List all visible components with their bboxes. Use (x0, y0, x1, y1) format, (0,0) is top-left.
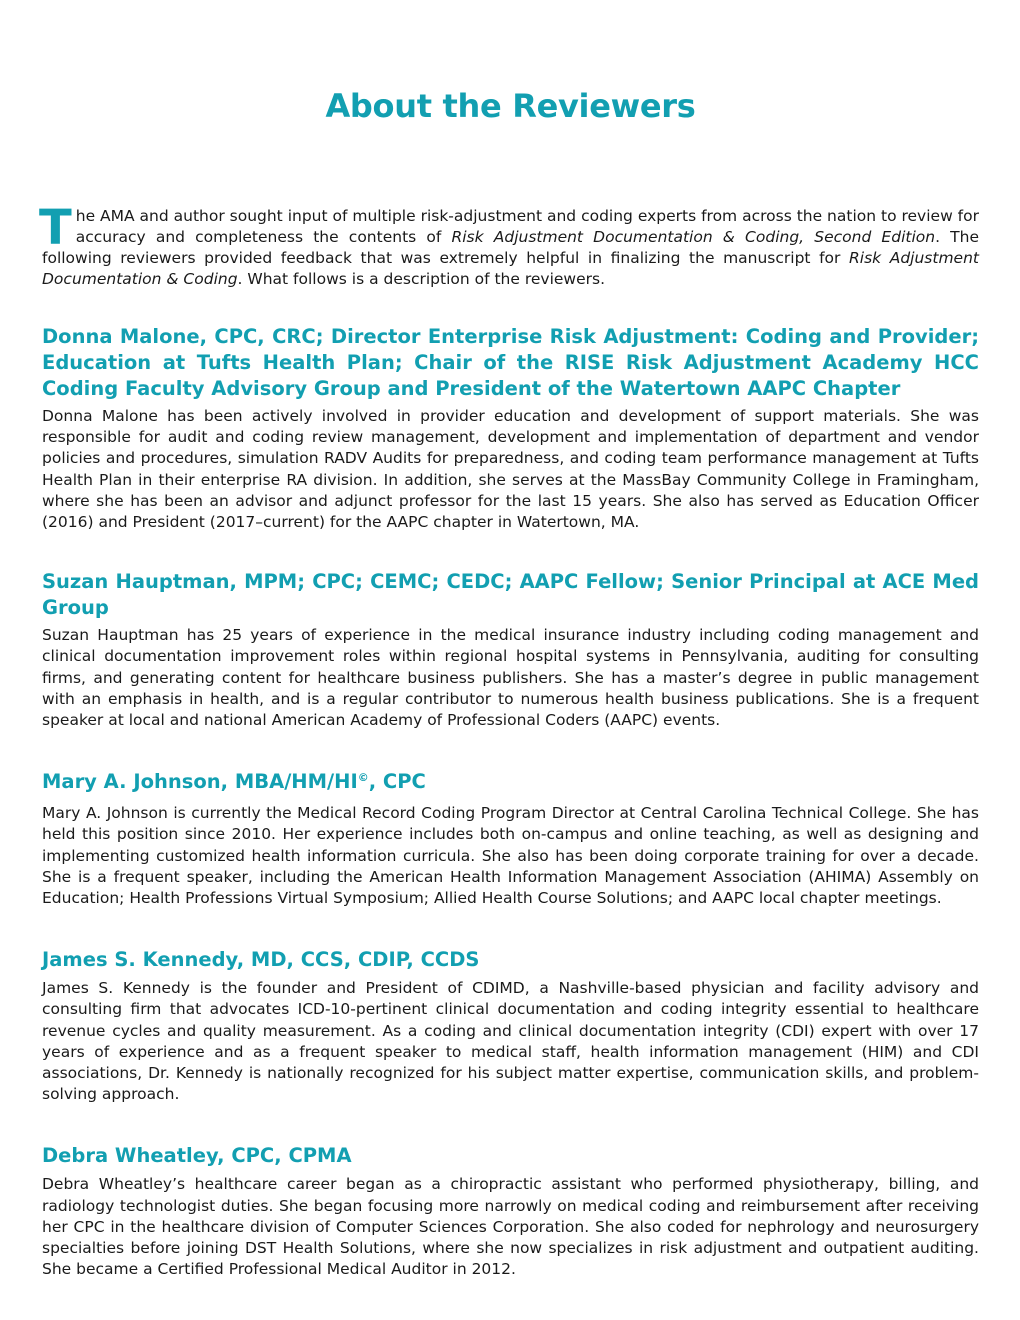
reviewer-suzan-hauptman (42, 569, 979, 731)
reviewer-mary-johnson (42, 769, 979, 909)
reviewer-debra-wheatley (42, 1143, 979, 1280)
intro-text-1: he AMA and author sought input of multiple risk-adjustment and coding experts from across the nation to review for accuracy and completeness the contents of (75, 207, 979, 246)
reviewer-heading: James S. Kennedy, MD, CCS, CDIP, CCDS (42, 948, 480, 972)
drop-cap: T (39, 200, 72, 256)
intro-book-title-2: Risk Adjustment Documentation & Coding (42, 249, 979, 288)
copyright-mark: © (357, 771, 369, 785)
reviewer-donna-malone (42, 324, 979, 533)
reviewer-james-kennedy (42, 947, 979, 1105)
reviewer-heading: Debra Wheatley, CPC, CPMA (42, 1144, 352, 1168)
reviewer-bio: Suzan Hauptman has 25 years of experience in the medical insurance industry including coding management and clinical documentation improvement roles within regional hospital systems in Pennsylvania, auditing for consulting firms, and generating content for healthcare business publishers. She has a master’s degree in public management with an emphasis in health, and is a regular contributor to numerous health business publications. She is a frequent speaker at local and national American Academy of Professional Coders (AAPC) events. (42, 626, 979, 730)
reviewer-bio: Donna Malone has been actively involved in provider education and development of support materials. She was responsible for audit and coding review management, development and implementation of department and vendor policies and procedures, simulation RADV Audits for preparedness, and coding team performance management at Tufts Health Plan in their enterprise RA division. In addition, she serves at the MassBay Community College in Framingham, where she has been an advisor and adjunct professor for the last 15 years. She also has served as Education Officer (2016) and President (2017–current) for the AAPC chapter in Watertown, MA. (42, 407, 979, 532)
intro-book-title-1: Risk Adjustment Documentation & Coding, Second Edition (451, 228, 936, 246)
reviewer-heading: Suzan Hauptman, MPM; CPC; CEMC; CEDC; AAPC Fellow; Senior Principal at ACE Med Group (42, 570, 979, 620)
reviewer-heading (42, 769, 979, 795)
reviewer-bio: Mary A. Johnson is currently the Medical Record Coding Program Director at Central Carolina Technical College. She has held this position since 2010. Her experience includes both on-campus and online teaching, as well as designing and implementing customized health information curricula. She also has been doing corporate training for over a decade. She is a frequent speaker, including the American Health Information Management Association (AHIMA) Assembly on Education; Health Professions Virtual Symposium; Allied Health Course Solutions; and AAPC local chapter meetings. (42, 804, 979, 908)
intro-paragraph (39, 200, 979, 290)
reviewer-bio: Debra Wheatley’s healthcare career began as a chiropractic assistant who performed physiotherapy, billing, and radiology technologist duties. She began focusing more narrowly on medical coding and reimbursement after receiving her CPC in the healthcare division of Computer Sciences Corporation. She also coded for nephrology and neurosurgery specialties before joining DST Health Solutions, where she now specializes in risk adjustment and outpatient auditing. She became a Certified Professional Medical Auditor in 2012. (42, 1175, 979, 1279)
reviewer-heading-name: Mary A. Johnson, MBA/HM/HI (42, 770, 358, 794)
intro-text-3: . What follows is a description of the reviewers. (237, 270, 606, 288)
reviewer-bio: James S. Kennedy is the founder and President of CDIMD, a Nashville-based physician and facility advisory and consulting firm that advocates ICD-10-pertinent clinical documentation and coding integrity essential to healthcare revenue cycles and quality measurement. As a coding and clinical documentation integrity (CDI) expert with over 17 years of experience and as a frequent speaker to medical staff, health information management (HIM) and CDI associations, Dr. Kennedy is nationally recognized for his subject matter expertise, communication skills, and problem-solving approach. (42, 979, 979, 1104)
intro-text-2: . The following reviewers provided feedback that was extremely helpful in finalizing the manuscript for (42, 228, 979, 267)
page (39, 0, 979, 1280)
reviewer-heading: Donna Malone, CPC, CRC; Director Enterprise Risk Adjustment: Coding and Provider; Education at Tufts Health Plan; Chair of the RISE Risk Adjustment Academy HCC Coding Faculty Advisory Group and President of the Watertown AAPC Chapter (42, 325, 979, 400)
reviewer-heading-credential: , CPC (368, 770, 426, 794)
page-title: About the Reviewers (325, 87, 696, 125)
